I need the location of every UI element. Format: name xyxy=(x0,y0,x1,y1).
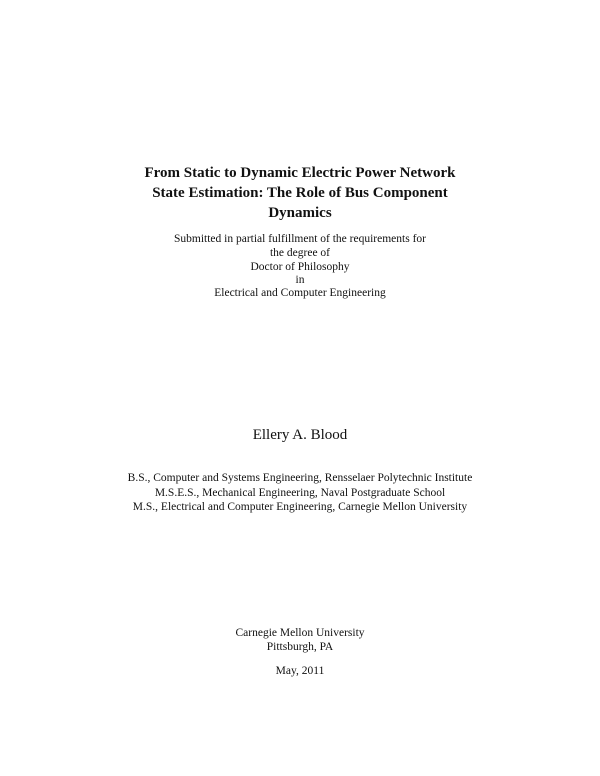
degree-2: M.S.E.S., Mechanical Engineering, Naval Postgraduate School xyxy=(154,487,446,499)
submission-line-4: in xyxy=(295,274,305,286)
thesis-title-line-2: State Estimation: The Role of Bus Component xyxy=(152,185,448,201)
submission-line-1: Submitted in partial fulfillment of the requirements for xyxy=(174,233,426,245)
submission-line-2: the degree of xyxy=(269,247,331,259)
submission-date: May, 2011 xyxy=(275,665,325,677)
institution-name: Carnegie Mellon University xyxy=(235,627,365,639)
thesis-title-line-1: From Static to Dynamic Electric Power Network xyxy=(144,165,456,181)
submission-line-3: Doctor of Philosophy xyxy=(250,261,350,273)
submission-line-5: Electrical and Computer Engineering xyxy=(214,287,386,299)
degree-3: M.S., Electrical and Computer Engineering, Carnegie Mellon University xyxy=(132,501,468,513)
degree-1: B.S., Computer and Systems Engineering, Rensselaer Polytechnic Institute xyxy=(127,472,473,484)
thesis-title-line-3: Dynamics xyxy=(268,205,332,221)
institution-location: Pittsburgh, PA xyxy=(266,641,334,653)
author-name: Ellery A. Blood xyxy=(252,427,348,443)
